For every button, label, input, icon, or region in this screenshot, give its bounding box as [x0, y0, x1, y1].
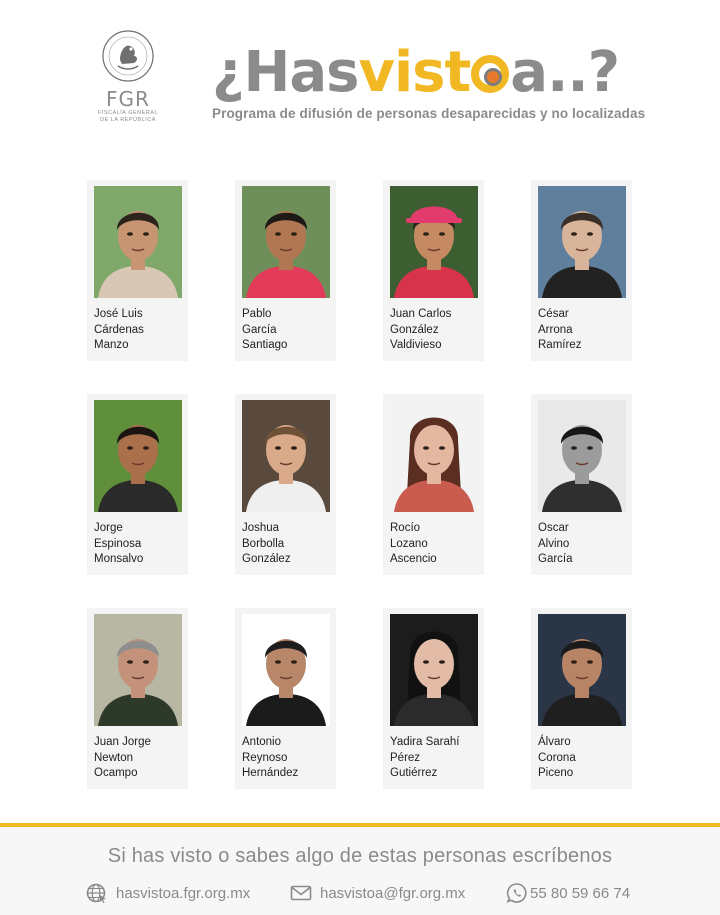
- person-name-first: Pablo: [242, 308, 272, 320]
- person-name-first: Oscar: [538, 522, 569, 534]
- person-card: [383, 394, 484, 575]
- person-name-first: Juan Carlos: [390, 308, 452, 320]
- globe-icon: [86, 882, 108, 904]
- person-name-second: Reynoso: [242, 751, 288, 764]
- person-name-second: Espinosa: [94, 537, 142, 550]
- person-name: [538, 307, 628, 354]
- person-name: [390, 735, 480, 782]
- person-name-second: García: [242, 323, 277, 336]
- person-photo: [390, 400, 478, 512]
- person-name: [242, 735, 332, 782]
- contact-bar: [86, 882, 646, 906]
- person-photo: [242, 186, 330, 298]
- brand-part-2: vist: [358, 40, 471, 105]
- agency-line-2: DE LA REPÚBLICA: [100, 117, 156, 123]
- brand-logo: [212, 40, 646, 130]
- person-card: [531, 608, 632, 789]
- person-card: [531, 394, 632, 575]
- person-name-third: Hernández: [242, 767, 299, 779]
- person-name-second: Cárdenas: [94, 323, 144, 336]
- agency-abbr: FGR: [106, 87, 150, 111]
- person-name-first: José Luis: [94, 308, 143, 320]
- person-name-third: Manzo: [94, 339, 129, 351]
- phone-contact[interactable]: [506, 882, 630, 904]
- person-name-first: Yadira Sarahí: [390, 736, 460, 748]
- person-name-third: García: [538, 553, 573, 565]
- phone-number[interactable]: 55 80 59 66 74: [530, 884, 631, 902]
- person-name: [390, 521, 480, 568]
- email-contact[interactable]: [290, 882, 465, 904]
- person-name: [390, 307, 480, 354]
- person-name-third: Gutiérrez: [390, 767, 438, 779]
- person-name-first: Jorge: [94, 522, 123, 534]
- person-name-third: González: [242, 553, 291, 565]
- whatsapp-icon: [506, 882, 528, 904]
- person-photo: [538, 186, 626, 298]
- envelope-icon: [290, 882, 312, 904]
- person-name-third: Ramírez: [538, 339, 582, 351]
- person-card: [235, 394, 336, 575]
- person-name-second: González: [390, 323, 439, 336]
- footer: [0, 827, 720, 915]
- person-name-third: Valdivieso: [390, 339, 442, 351]
- brand-subtitle: Programa de difusión de personas desaparecidas y no localizadas: [212, 106, 646, 121]
- eye-icon: [471, 55, 509, 93]
- person-photo: [390, 614, 478, 726]
- brand-title: [212, 40, 642, 106]
- person-name-third: Monsalvo: [94, 553, 144, 565]
- person-photo: [94, 400, 182, 512]
- person-card: [531, 180, 632, 361]
- person-name: [94, 735, 184, 782]
- person-card: [87, 608, 188, 789]
- person-name: [94, 307, 184, 354]
- person-card: [383, 608, 484, 789]
- person-card: [87, 394, 188, 575]
- person-name-third: Ascencio: [390, 553, 437, 565]
- person-name-second: Lozano: [390, 537, 428, 550]
- person-name: [242, 521, 332, 568]
- person-photo: [94, 186, 182, 298]
- person-name-first: Juan Jorge: [94, 736, 151, 748]
- person-card: [235, 608, 336, 789]
- person-name: [242, 307, 332, 354]
- person-name: [538, 521, 628, 568]
- person-name-second: Newton: [94, 751, 133, 764]
- person-name: [538, 735, 628, 782]
- person-photo: [538, 400, 626, 512]
- person-name-first: Joshua: [242, 522, 280, 534]
- person-name-second: Borbolla: [242, 537, 285, 550]
- website-contact[interactable]: [86, 882, 250, 904]
- person-name-second: Pérez: [390, 751, 421, 764]
- email-link[interactable]: hasvistoa@fgr.org.mx: [320, 884, 466, 902]
- person-name-first: Antonio: [242, 736, 282, 748]
- person-name-first: César: [538, 308, 569, 320]
- person-name-first: Álvaro: [538, 736, 571, 748]
- brand-part-1: ¿Has: [212, 40, 359, 105]
- person-name-third: Santiago: [242, 339, 288, 351]
- website-link[interactable]: hasvistoa.fgr.org.mx: [116, 884, 251, 902]
- person-photo: [538, 614, 626, 726]
- agency-line-1: FISCALÍA GENERAL: [98, 110, 158, 116]
- person-name-third: Piceno: [538, 767, 574, 779]
- person-card: [383, 180, 484, 361]
- person-photo: [390, 186, 478, 298]
- person-name-second: Corona: [538, 751, 576, 764]
- footer-message: Si has visto o sabes algo de estas personas escríbenos: [107, 845, 613, 867]
- person-card: [235, 180, 336, 361]
- person-name: [94, 521, 184, 568]
- person-name-first: Rocío: [390, 522, 421, 534]
- header: [0, 0, 720, 150]
- brand-part-3: a..?: [510, 40, 620, 105]
- person-photo: [94, 614, 182, 726]
- person-name-second: Alvino: [538, 537, 570, 550]
- person-name-third: Ocampo: [94, 767, 138, 779]
- person-photo: [242, 400, 330, 512]
- coat-of-arms-icon: [100, 28, 156, 84]
- person-photo: [242, 614, 330, 726]
- person-card: [87, 180, 188, 361]
- person-name-second: Arrona: [538, 323, 573, 336]
- fgr-logo: [92, 28, 164, 136]
